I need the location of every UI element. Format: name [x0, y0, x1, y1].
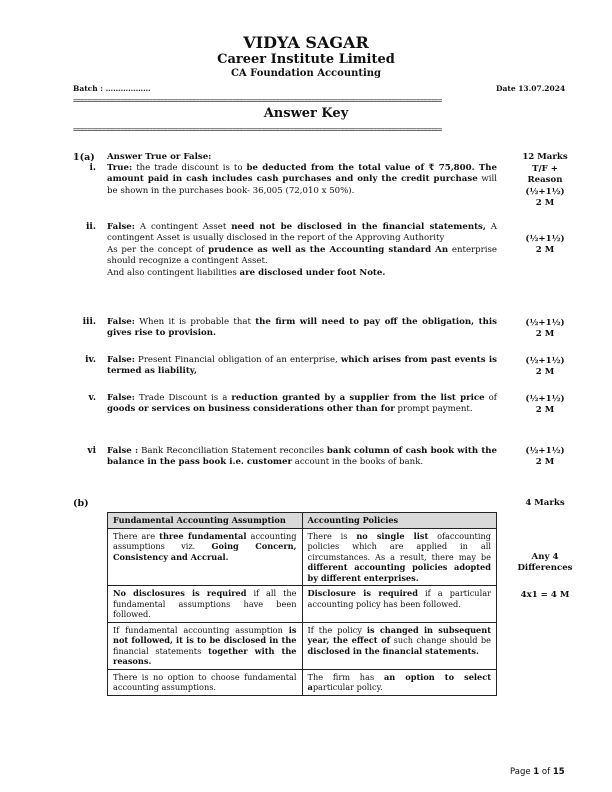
- marks-line: 2 M: [535, 457, 555, 468]
- item-number: iii.: [82, 317, 96, 327]
- question-heading: Answer True or False:: [107, 152, 212, 162]
- marks-line: T/F +: [532, 164, 558, 174]
- table-cell: The firm has an option to select aparticular policy.: [302, 669, 497, 695]
- side-note: [504, 552, 586, 575]
- table-row: [108, 528, 497, 586]
- table-row: [108, 669, 497, 695]
- answer-text: False: A contingent Asset need not be disclosed in the financial statements, A contingent Asset is usually disclosed in the report of the Approving Authority As per the concept of prudence as well as the Accounting standard An enterprise should recognize a contingent Asset. And also contingent liabilities are disclosed under foot Note.: [107, 222, 497, 278]
- marks-line: 2 M: [535, 329, 555, 340]
- marks-total: 12 Marks: [522, 152, 568, 162]
- table-cell: There are three fundamental accounting assumptions viz. Going Concern, Consistency and Accrual.: [108, 528, 303, 586]
- marks-box: [504, 446, 586, 469]
- answer-text: False : Bank Reconciliation Statement reconciles bank column of cash book with the balance in the pass book i.e. customer account in the books of bank.: [107, 446, 497, 468]
- page-number: [510, 767, 565, 777]
- marks-line: 2 M: [535, 245, 555, 256]
- marks-line: (½+1½): [525, 356, 565, 366]
- marks-line: (½+1½): [525, 394, 565, 404]
- institute-subtitle: Career Institute Limited: [217, 52, 395, 67]
- side-note-line: Any 4: [531, 552, 559, 562]
- table-header-row: [108, 513, 497, 529]
- marks-box: [504, 394, 586, 417]
- table-row: [108, 586, 497, 623]
- comparison-table: [107, 512, 497, 696]
- marks-line: Reason: [527, 175, 563, 186]
- column-header: Accounting Policies: [302, 513, 497, 529]
- marks-box: [504, 164, 586, 210]
- marks-total: 4 Marks: [525, 498, 565, 508]
- table-row: [108, 622, 497, 669]
- marks-box: [504, 318, 586, 341]
- item-number: ii.: [86, 222, 96, 232]
- answer-key-heading: Answer Key: [263, 106, 349, 121]
- table-cell: If the policy is changed in subsequent year, the effect of such change should be disclosed in the financial statements.: [302, 622, 497, 669]
- question-number: (b): [73, 498, 89, 509]
- date-label: Date 13.07.2024: [496, 84, 566, 93]
- marks-line: 2 M: [535, 405, 555, 416]
- separator-line: ======================================================================================================: [73, 97, 442, 105]
- institute-title: VIDYA SAGAR: [243, 33, 369, 52]
- answer-text: False: Trade Discount is a reduction granted by a supplier from the list price of goods or services on business considerations other than for prompt payment.: [107, 393, 497, 415]
- table-cell: There is no single list ofaccounting policies which are applied in all circumstances. As a result, there may be different accounting policies adopted by different enterprises.: [302, 528, 497, 586]
- separator-line: ======================================================================================================: [73, 126, 442, 134]
- answer-text: False: Present Financial obligation of an enterprise, which arises from past events is termed as liability,: [107, 355, 497, 377]
- marks-box: [504, 356, 586, 379]
- table-cell: No disclosures is required if all the fundamental assumptions have been followed.: [108, 586, 303, 623]
- marks-line: 2 M: [535, 367, 555, 378]
- table-cell: Disclosure is required if a particular accounting policy has been followed.: [302, 586, 497, 623]
- side-calc: 4x1 = 4 M: [520, 590, 570, 600]
- marks-line: (½+1½): [525, 446, 565, 456]
- answer-text: True: the trade discount is to be deducted from the total value of ₹ 75,800. The amount paid in cash includes cash purchases and only the credit purchase will be shown in the purchases book- 36,005 (72,010 x 50%).: [107, 163, 497, 196]
- table-cell: There is no option to choose fundamental accounting assumptions.: [108, 669, 303, 695]
- item-number: vi: [87, 446, 96, 456]
- page-current: 1: [533, 767, 540, 777]
- marks-line: 2 M: [535, 198, 555, 209]
- marks-line: (½+1½): [525, 234, 565, 244]
- answer-text: False: When it is probable that the firm will need to pay off the obligation, this gives rise to provision.: [107, 317, 497, 339]
- item-number: v.: [88, 393, 96, 403]
- marks-line: (½+1½): [525, 186, 565, 197]
- question-number: 1(a): [73, 152, 95, 163]
- table-cell: If fundamental accounting assumption is not followed, it is to be disclosed in the financial statements together with the reasons.: [108, 622, 303, 669]
- side-note-line: Differences: [517, 563, 573, 574]
- column-header: Fundamental Accounting Assumption: [108, 513, 303, 529]
- item-number: iv.: [85, 355, 96, 365]
- page-of: of: [539, 767, 553, 777]
- course-name: CA Foundation Accounting: [230, 68, 382, 79]
- page-prefix: Page: [510, 767, 534, 777]
- marks-box: [504, 234, 586, 257]
- page-total: 15: [552, 767, 565, 777]
- batch-label: Batch : ………………: [73, 84, 151, 93]
- marks-line: (½+1½): [525, 318, 565, 328]
- item-number: i.: [89, 163, 96, 173]
